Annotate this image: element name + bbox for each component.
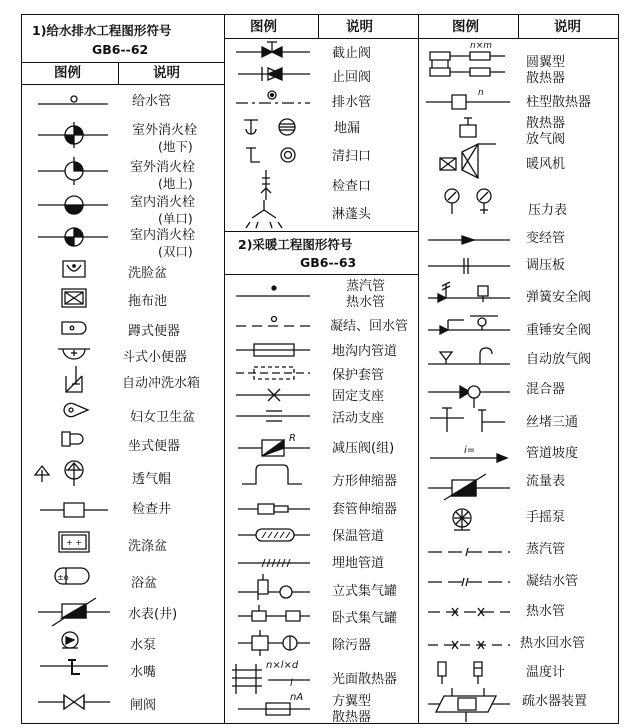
- radiator-air-vent-icon: [460, 118, 476, 137]
- hot-water-pipe-icon: [428, 608, 510, 616]
- col1-sublabel: (单口): [158, 211, 193, 226]
- col3-label: 疏水器装置: [522, 694, 588, 709]
- col2-label: 方翼型: [332, 694, 372, 709]
- faucet-icon: [40, 660, 108, 674]
- globe-valve-icon: [236, 42, 310, 57]
- col3-label: 丝堵三通: [526, 415, 579, 430]
- col3-label: 凝结水管: [526, 574, 579, 589]
- col2-label: 埋地管道: [332, 556, 385, 571]
- col2-label: 光面散热器: [332, 672, 398, 687]
- col2-label: 套管伸缩器: [332, 502, 398, 517]
- col3-label: 圆翼型: [526, 55, 566, 70]
- svg-text:R: R: [289, 433, 296, 444]
- svg-text:l: l: [290, 678, 293, 689]
- col3-label: 流量表: [526, 474, 566, 489]
- fixed-support-icon: [236, 389, 310, 401]
- col3-label: 柱型散热器: [526, 95, 592, 110]
- col3-label: 压力表: [528, 203, 568, 218]
- bidet-icon: [64, 403, 88, 416]
- col1-label: 室内消火栓: [130, 228, 196, 243]
- section2-code: GB6--63: [300, 255, 357, 270]
- square-fin-radiator-icon: [238, 692, 310, 715]
- col1-label: 室内消火栓: [130, 195, 196, 210]
- svg-text:nA: nA: [290, 692, 304, 703]
- col3-label: 弹簧安全阀: [526, 290, 592, 305]
- section1-title: 1)给水排水工程图形符号: [32, 23, 172, 38]
- weight-safety-valve-icon: [428, 316, 510, 334]
- checkpoint-icon: [261, 170, 271, 200]
- col2-label: 检查口: [332, 179, 372, 194]
- col2-label: 清扫口: [332, 149, 372, 164]
- auto-flush-tank-icon: [66, 366, 82, 392]
- protective-sleeve-icon: [236, 367, 310, 379]
- pipe-gradient-icon: [430, 445, 507, 462]
- steam-pipe-icon: [428, 548, 510, 556]
- smooth-radiator-icon: [232, 660, 310, 694]
- svg-text:+ +: + +: [66, 538, 82, 547]
- washbasin-icon: [63, 261, 85, 277]
- water-pump-icon: [62, 632, 78, 648]
- col1-label: 拖布池: [128, 294, 168, 309]
- col2-label: 减压阀(组): [332, 441, 395, 456]
- condensate-pipe-icon: [428, 578, 510, 586]
- col3-label: 管道坡度: [526, 446, 579, 461]
- col2-label: 卧式集气罐: [332, 611, 398, 626]
- steam-hot-water-pipe-icon: [236, 286, 310, 296]
- svg-text:±o: ±o: [57, 573, 69, 582]
- col3-label: 热水回水管: [520, 636, 586, 651]
- col3-label: 暖风机: [526, 157, 566, 172]
- horizontal-air-tank-icon: [238, 605, 310, 621]
- col1-label: 水表(井): [128, 607, 178, 622]
- urinal-icon: [58, 349, 90, 359]
- col2-label: 地漏: [334, 121, 361, 136]
- col3-label: 热水管: [526, 604, 566, 619]
- col1-label: 透气帽: [132, 472, 172, 487]
- hot-water-return-pipe-icon: [428, 641, 510, 649]
- col2-label: 保温管道: [332, 529, 385, 544]
- col1-label: 洗涤盆: [128, 539, 168, 554]
- plugged-tee-icon: [430, 408, 505, 432]
- col2-label: 立式集气罐: [332, 584, 398, 599]
- vertical-air-tank-icon: [238, 574, 310, 600]
- orifice-plate-icon: [428, 258, 510, 274]
- col2-header-desc: 说明: [346, 19, 373, 35]
- section2-title: 2)采暖工程图形符号: [238, 237, 353, 252]
- reducer-pipe-icon: [428, 236, 510, 244]
- col1-sublabel: (双口): [158, 244, 193, 259]
- pressure-gauge-icon: [445, 189, 491, 214]
- drain-pipe-icon: [236, 91, 310, 103]
- trench-pipe-icon: [236, 344, 310, 356]
- steam-trap-icon: [428, 688, 510, 722]
- u-expansion-joint-icon: [242, 465, 302, 484]
- col2-label: 固定支座: [332, 389, 385, 404]
- col1-label: 室外消火栓: [132, 123, 198, 138]
- condensate-return-pipe-icon: [236, 317, 310, 327]
- col3-label: 蒸汽管: [526, 542, 566, 557]
- col1-label: 蹲式便器: [128, 324, 181, 339]
- mixer-icon: [428, 386, 510, 408]
- squat-toilet-icon: [62, 322, 86, 334]
- sitting-toilet-icon: [62, 432, 83, 446]
- col2-label: 散热器: [332, 710, 372, 725]
- col2-label: 除污器: [332, 638, 372, 653]
- floor-drain-icon: [244, 119, 295, 135]
- svg-text:n: n: [478, 88, 484, 98]
- col2-label: 止回阀: [332, 70, 372, 85]
- col1-label: 水嘴: [130, 665, 157, 680]
- col3-label: 混合器: [526, 382, 566, 397]
- svg-text:i=: i=: [464, 445, 476, 456]
- buried-pipe-icon: [238, 559, 310, 567]
- section1-code: GB6--62: [92, 42, 149, 57]
- col1-label: 斗式小便器: [122, 350, 188, 365]
- strainer-icon: [238, 630, 310, 656]
- cleanout-icon: [246, 148, 295, 162]
- sleeve-expansion-joint-icon: [238, 504, 310, 514]
- hand-pump-icon: [453, 509, 471, 530]
- col1-label: 水泵: [130, 638, 157, 653]
- col1-label: 给水管: [132, 94, 172, 109]
- col1-label: 室外消火栓: [130, 160, 196, 175]
- col3-label: 自动放气阀: [526, 352, 592, 367]
- col2-label: 凝结、回水管: [330, 319, 409, 334]
- col1-label: 妇女卫生盆: [130, 410, 196, 425]
- thermometer-icon: [438, 662, 482, 684]
- col1-sublabel: (地上): [158, 176, 193, 191]
- col3-label: 放气阀: [526, 132, 566, 147]
- outdoor-hydrant-aboveground-icon: [38, 157, 108, 185]
- col1-label: 浴盆: [131, 576, 158, 591]
- column-radiator-icon: [426, 88, 510, 109]
- col2-label: 排水管: [332, 95, 372, 110]
- col3-label: 散热器: [526, 71, 566, 86]
- indoor-hydrant-double-icon: [38, 228, 108, 246]
- col2-header-symbol: 图例: [250, 19, 277, 35]
- col2-label: 方形伸缩器: [332, 474, 398, 489]
- col2-label: 活动支座: [332, 411, 385, 426]
- col1-label: 检查井: [132, 502, 172, 517]
- spring-safety-valve-icon: [428, 282, 510, 302]
- col1-label: 闸阀: [130, 698, 157, 713]
- water-meter-well-icon: [38, 598, 110, 626]
- col3-label: 变经管: [526, 231, 566, 246]
- col1-header-symbol: 图例: [54, 65, 81, 81]
- vent-cap-icon: [35, 461, 83, 486]
- shower-head-icon: [246, 200, 282, 228]
- col1-label: 自动冲洗水箱: [122, 376, 201, 391]
- auto-air-vent-icon: [428, 348, 510, 364]
- kitchen-sink-icon: [59, 532, 89, 552]
- col3-label: 温度计: [526, 665, 566, 680]
- bathtub-icon: [55, 568, 89, 584]
- svg-text:n×l×d: n×l×d: [266, 660, 299, 671]
- col1-sublabel: (地下): [158, 139, 193, 154]
- col1-header-desc: 说明: [153, 65, 180, 81]
- mop-sink-icon: [62, 289, 86, 307]
- col2-label: 地沟内管道: [332, 344, 398, 359]
- check-valve-icon: [238, 67, 310, 81]
- col2-label: 截止阀: [332, 46, 372, 61]
- flow-meter-icon: [428, 474, 510, 500]
- water-supply-pipe-icon: [38, 96, 108, 104]
- pressure-reducer-icon: [238, 433, 310, 456]
- col3-label: 手摇泵: [526, 510, 566, 525]
- inspection-well-icon: [40, 503, 108, 517]
- sliding-support-icon: [236, 411, 310, 421]
- col3-header-desc: 说明: [554, 19, 581, 35]
- col3-header-symbol: 图例: [452, 19, 479, 35]
- col1-label: 坐式便器: [128, 439, 181, 454]
- col1-label: 洗脸盆: [128, 266, 168, 281]
- col2-label: 热水管: [346, 295, 386, 310]
- unit-heater-icon: [440, 144, 496, 178]
- col2-label: 保护套管: [332, 368, 385, 383]
- svg-text:n×m: n×m: [470, 41, 493, 51]
- col3-label: 散热器: [526, 116, 566, 131]
- col2-label: 蒸汽管: [346, 279, 386, 294]
- col3-label: 重锤安全阀: [526, 323, 592, 338]
- col2-label: 淋蓬头: [332, 207, 372, 222]
- gate-valve-icon: [38, 695, 110, 709]
- round-fin-radiator-icon: [430, 41, 505, 76]
- indoor-hydrant-single-icon: [38, 196, 108, 214]
- outdoor-hydrant-underground-icon: [38, 122, 108, 148]
- col3-label: 调压板: [526, 258, 566, 273]
- insulated-pipe-icon: [238, 529, 310, 541]
